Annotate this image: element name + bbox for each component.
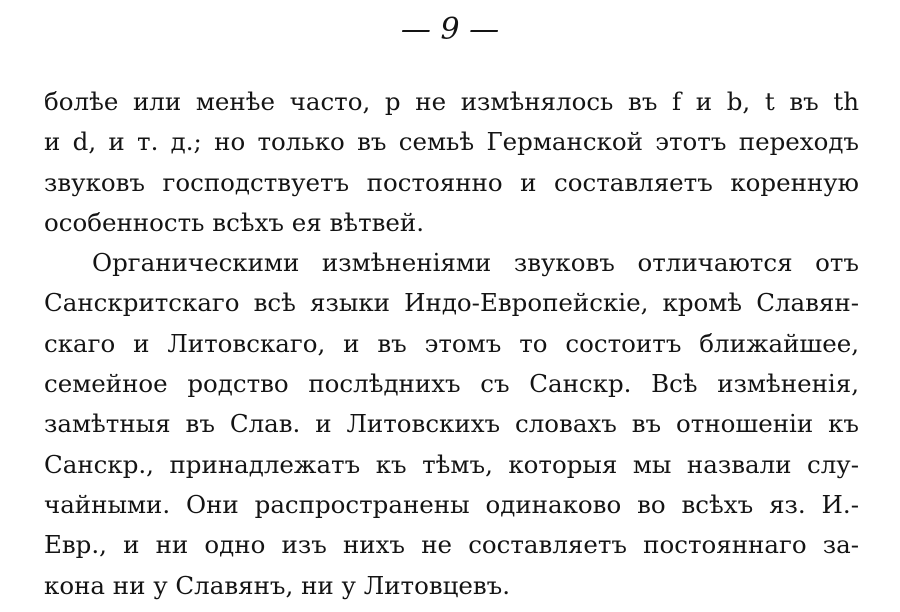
text-line: Санскритскаго всѣ языки Индо-Европейскіе, кромѣ Славян- — [44, 288, 859, 318]
paragraph-1 — [44, 82, 859, 243]
paragraph-2 — [44, 243, 859, 606]
text-line: особенность всѣхъ ея вѣтвей. — [44, 207, 425, 237]
text-line: замѣтныя въ Слав. и Литовскихъ словахъ въ отношеніи къ — [44, 409, 859, 439]
text-line: болѣе или менѣе часто, p не измѣнялось въ f и b, t въ th — [44, 87, 859, 116]
text-line: чайными. Они распространены одинаково во всѣхъ яз. И.- — [44, 489, 859, 519]
body-text — [44, 82, 859, 606]
text-line: Санскр., принадлежатъ къ тѣмъ, которыя мы назвали слу- — [44, 449, 859, 479]
text-line: Органическими измѣненіями звуковъ отличаются отъ — [92, 248, 859, 278]
text-line: скаго и Литовскаго, и въ этомъ то состоитъ ближайшее, — [44, 328, 859, 358]
page-number: — 9 — — [400, 12, 500, 47]
text-line: звуковъ господствуетъ постоянно и составляетъ коренную — [44, 167, 859, 197]
text-line: семейное родство послѣднихъ съ Санскр. Всѣ измѣненія, — [44, 369, 859, 399]
text-line: кона ни у Славянъ, ни у Литовцевъ. — [44, 570, 511, 600]
text-line: Евр., и ни одно изъ нихъ не составляетъ постояннаго за- — [44, 530, 859, 560]
text-line: и d, и т. д.; но только въ семьѣ Германской этотъ переходъ — [44, 127, 859, 157]
